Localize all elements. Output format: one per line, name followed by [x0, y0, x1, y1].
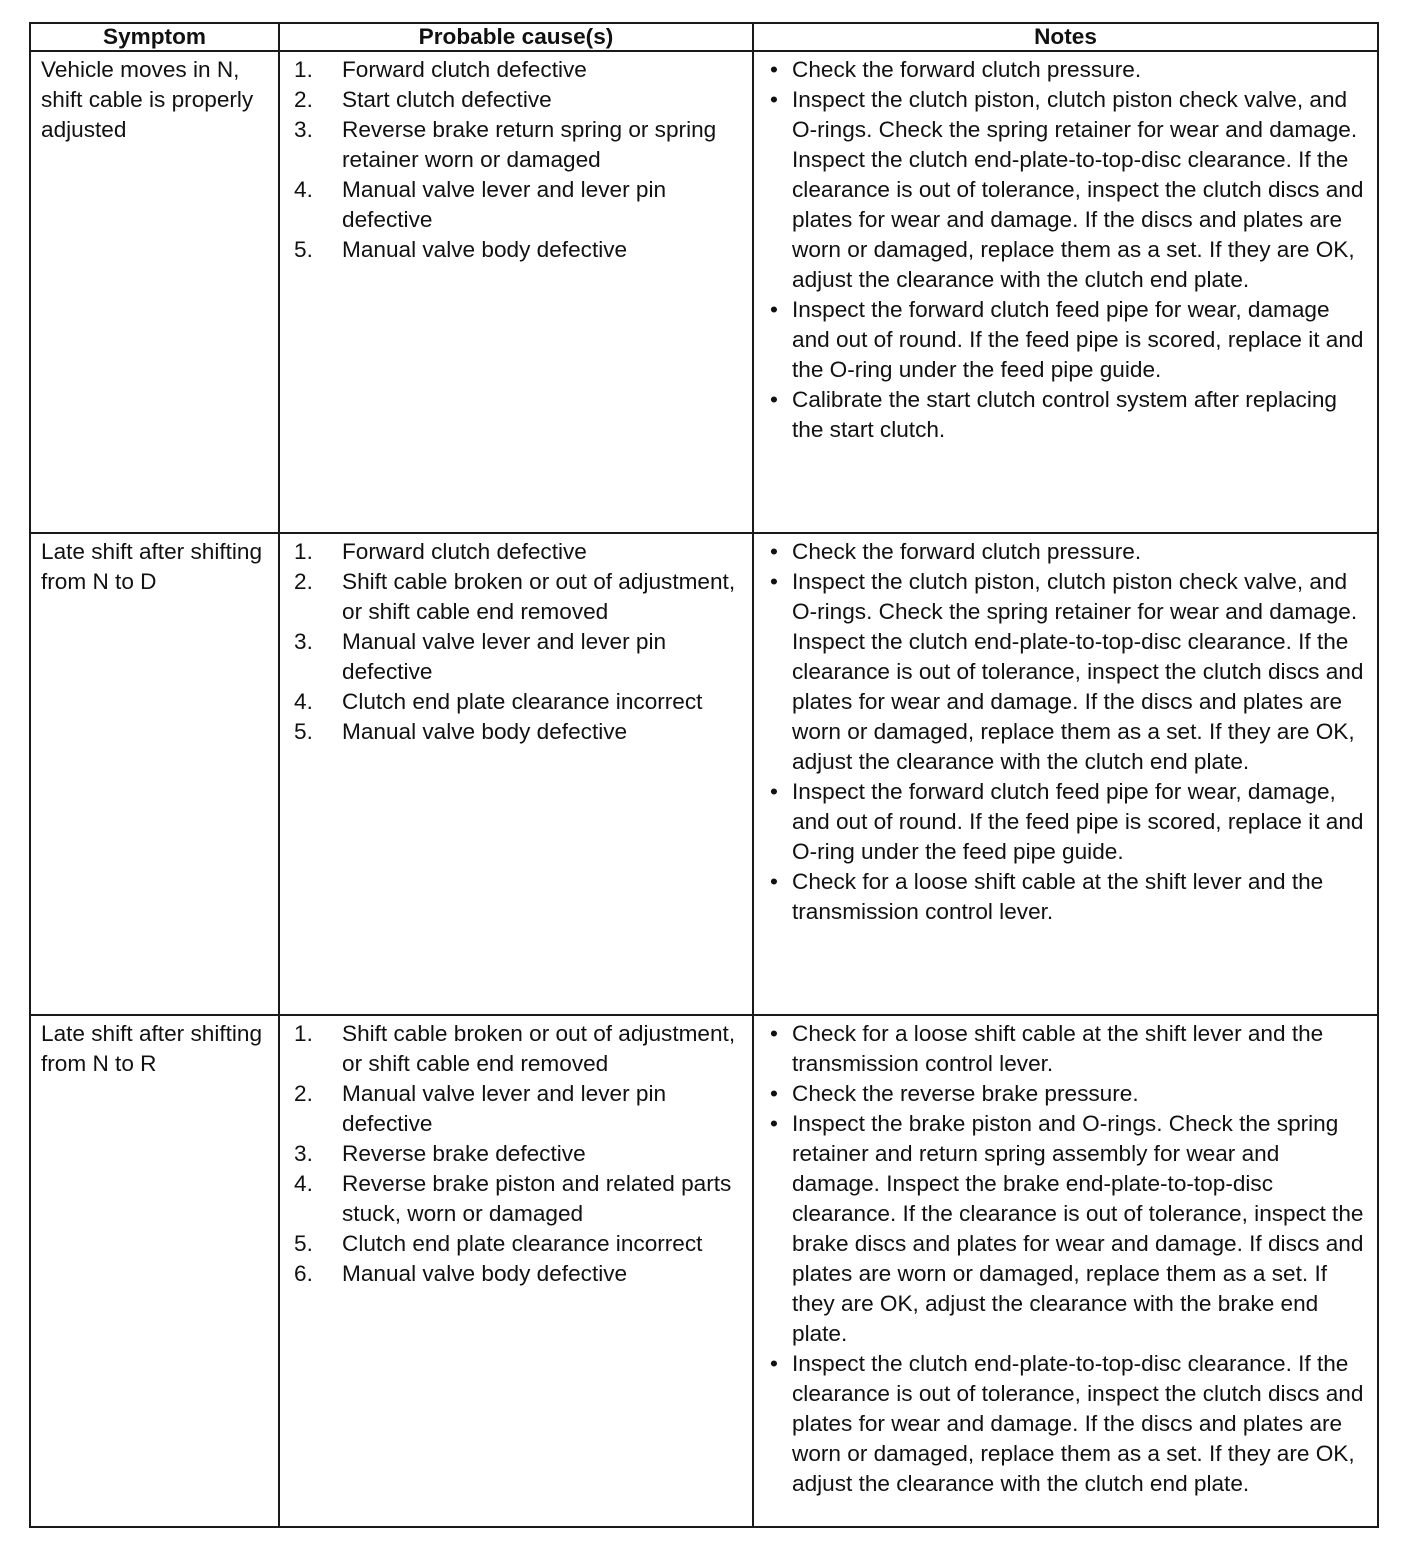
cause-text: Reverse brake defective	[342, 1141, 586, 1166]
symptom-cell	[30, 1015, 279, 1527]
bullet-icon: •	[770, 1021, 778, 1046]
cause-item	[294, 1259, 748, 1289]
symptom-cell	[30, 533, 279, 1015]
cause-text: Manual valve lever and lever pin defective	[342, 1081, 667, 1136]
note-text: Check the forward clutch pressure.	[792, 539, 1142, 564]
note-text: Check the reverse brake pressure.	[792, 1081, 1139, 1106]
cause-number: 4.	[294, 177, 313, 202]
cause-number: 2.	[294, 569, 313, 594]
symptom-text: Vehicle moves in N, shift cable is properly adjusted	[41, 57, 254, 142]
symptom-text: Late shift after shifting from N to R	[41, 1021, 263, 1076]
bullet-icon: •	[770, 297, 778, 322]
bullet-icon: •	[770, 869, 778, 894]
notes-cell	[753, 51, 1378, 533]
cause-item	[294, 175, 748, 235]
bullet-icon: •	[770, 1351, 778, 1376]
cause-text: Manual valve body defective	[342, 237, 628, 262]
note-item	[768, 567, 1371, 777]
cause-item	[294, 1079, 748, 1139]
cause-item	[294, 85, 748, 115]
cause-item	[294, 1019, 748, 1079]
note-item	[768, 385, 1371, 445]
notes-list	[768, 55, 1371, 445]
troubleshooting-table	[29, 22, 1379, 1528]
cause-item	[294, 55, 748, 85]
note-item	[768, 85, 1371, 295]
notes-list	[768, 1019, 1371, 1499]
cause-number: 6.	[294, 1261, 313, 1286]
note-text: Inspect the clutch piston, clutch piston check valve, and O-rings. Check the spring retainer for wear and damage. Inspect the clutch end-plate-to-top-disc clearance. If the clearance is out of tolerance, inspect the clutch discs and plates for wear and damage. If the discs and plates are worn or damaged, replace them as a set. If they are OK, adjust the clearance with the clutch end plate.	[792, 87, 1364, 292]
cause-item	[294, 717, 748, 747]
bullet-icon: •	[770, 539, 778, 564]
cause-cell	[279, 51, 753, 533]
cause-text: Forward clutch defective	[342, 57, 587, 82]
cause-item	[294, 1139, 748, 1169]
table-row	[30, 51, 1378, 533]
cause-cell	[279, 1015, 753, 1527]
note-text: Inspect the clutch piston, clutch piston check valve, and O-rings. Check the spring retainer for wear and damage. Inspect the clutch end-plate-to-top-disc clearance. If the clearance is out of tolerance, inspect the clutch discs and plates for wear and damage. If the discs and plates are worn or damaged, replace them as a set. If they are OK, adjust the clearance with the clutch end plate.	[792, 569, 1364, 774]
bullet-icon: •	[770, 1081, 778, 1106]
notes-cell	[753, 1015, 1378, 1527]
table-row	[30, 1015, 1378, 1527]
note-text: Check for a loose shift cable at the shift lever and the transmission control lever.	[792, 1021, 1324, 1076]
cause-list	[294, 55, 748, 265]
note-item	[768, 777, 1371, 867]
note-text: Inspect the forward clutch feed pipe for wear, damage, and out of round. If the feed pipe is scored, replace it and O-ring under the feed pipe guide.	[792, 779, 1364, 864]
cause-text: Manual valve body defective	[342, 719, 628, 744]
symptom-text: Late shift after shifting from N to D	[41, 539, 263, 594]
header-notes: Notes	[753, 23, 1378, 51]
cause-cell	[279, 533, 753, 1015]
note-item	[768, 1109, 1371, 1349]
note-text: Check the forward clutch pressure.	[792, 57, 1142, 82]
note-text: Inspect the brake piston and O-rings. Check the spring retainer and return spring assembly for wear and damage. Inspect the brake end-plate-to-top-disc clearance. If the clearance is out of tolerance, inspect the brake discs and plates for wear and damage. If discs and plates are worn or damaged, replace them as a set. If they are OK, adjust the clearance with the brake end plate.	[792, 1111, 1364, 1346]
header-probable-causes: Probable cause(s)	[279, 23, 753, 51]
note-item	[768, 1019, 1371, 1079]
cause-number: 2.	[294, 87, 313, 112]
table-header-row	[30, 23, 1378, 51]
cause-text: Shift cable broken or out of adjustment, or shift cable end removed	[342, 569, 736, 624]
note-item	[768, 867, 1371, 927]
cause-item	[294, 687, 748, 717]
bullet-icon: •	[770, 57, 778, 82]
note-item	[768, 537, 1371, 567]
cause-text: Manual valve body defective	[342, 1261, 628, 1286]
troubleshooting-page	[29, 22, 1377, 1528]
bullet-icon: •	[770, 387, 778, 412]
bullet-icon: •	[770, 779, 778, 804]
note-text: Calibrate the start clutch control system after replacing the start clutch.	[792, 387, 1337, 442]
bullet-icon: •	[770, 1111, 778, 1136]
cause-text: Start clutch defective	[342, 87, 552, 112]
note-text: Check for a loose shift cable at the shift lever and the transmission control lever.	[792, 869, 1324, 924]
note-text: Inspect the clutch end-plate-to-top-disc clearance. If the clearance is out of tolerance, inspect the clutch discs and plates for wear and damage. If the discs and plates are worn or damaged, replace them as a set. If they are OK, adjust the clearance with the clutch end plate.	[792, 1351, 1364, 1496]
cause-number: 5.	[294, 1231, 313, 1256]
cause-item	[294, 1169, 748, 1229]
cause-item	[294, 567, 748, 627]
cause-list	[294, 537, 748, 747]
cause-text: Reverse brake piston and related parts stuck, worn or damaged	[342, 1171, 732, 1226]
cause-text: Clutch end plate clearance incorrect	[342, 1231, 703, 1256]
note-item	[768, 1349, 1371, 1499]
cause-number: 3.	[294, 1141, 313, 1166]
notes-cell	[753, 533, 1378, 1015]
cause-list	[294, 1019, 748, 1289]
cause-number: 5.	[294, 719, 313, 744]
bullet-icon: •	[770, 569, 778, 594]
table-row	[30, 533, 1378, 1015]
cause-item	[294, 627, 748, 687]
cause-text: Manual valve lever and lever pin defective	[342, 177, 667, 232]
cause-number: 1.	[294, 57, 313, 82]
cause-number: 3.	[294, 117, 313, 142]
cause-item	[294, 1229, 748, 1259]
cause-number: 4.	[294, 689, 313, 714]
bullet-icon: •	[770, 87, 778, 112]
cause-text: Shift cable broken or out of adjustment, or shift cable end removed	[342, 1021, 736, 1076]
cause-item	[294, 235, 748, 265]
cause-item	[294, 537, 748, 567]
cause-number: 5.	[294, 237, 313, 262]
note-item	[768, 55, 1371, 85]
cause-text: Clutch end plate clearance incorrect	[342, 689, 703, 714]
note-text: Inspect the forward clutch feed pipe for wear, damage and out of round. If the feed pipe is scored, replace it and the O-ring under the feed pipe guide.	[792, 297, 1364, 382]
note-item	[768, 1079, 1371, 1109]
cause-number: 4.	[294, 1171, 313, 1196]
cause-number: 1.	[294, 1021, 313, 1046]
note-item	[768, 295, 1371, 385]
cause-text: Reverse brake return spring or spring retainer worn or damaged	[342, 117, 717, 172]
cause-text: Manual valve lever and lever pin defective	[342, 629, 667, 684]
notes-list	[768, 537, 1371, 927]
cause-number: 1.	[294, 539, 313, 564]
cause-text: Forward clutch defective	[342, 539, 587, 564]
cause-number: 2.	[294, 1081, 313, 1106]
header-symptom: Symptom	[30, 23, 279, 51]
cause-item	[294, 115, 748, 175]
cause-number: 3.	[294, 629, 313, 654]
symptom-cell	[30, 51, 279, 533]
